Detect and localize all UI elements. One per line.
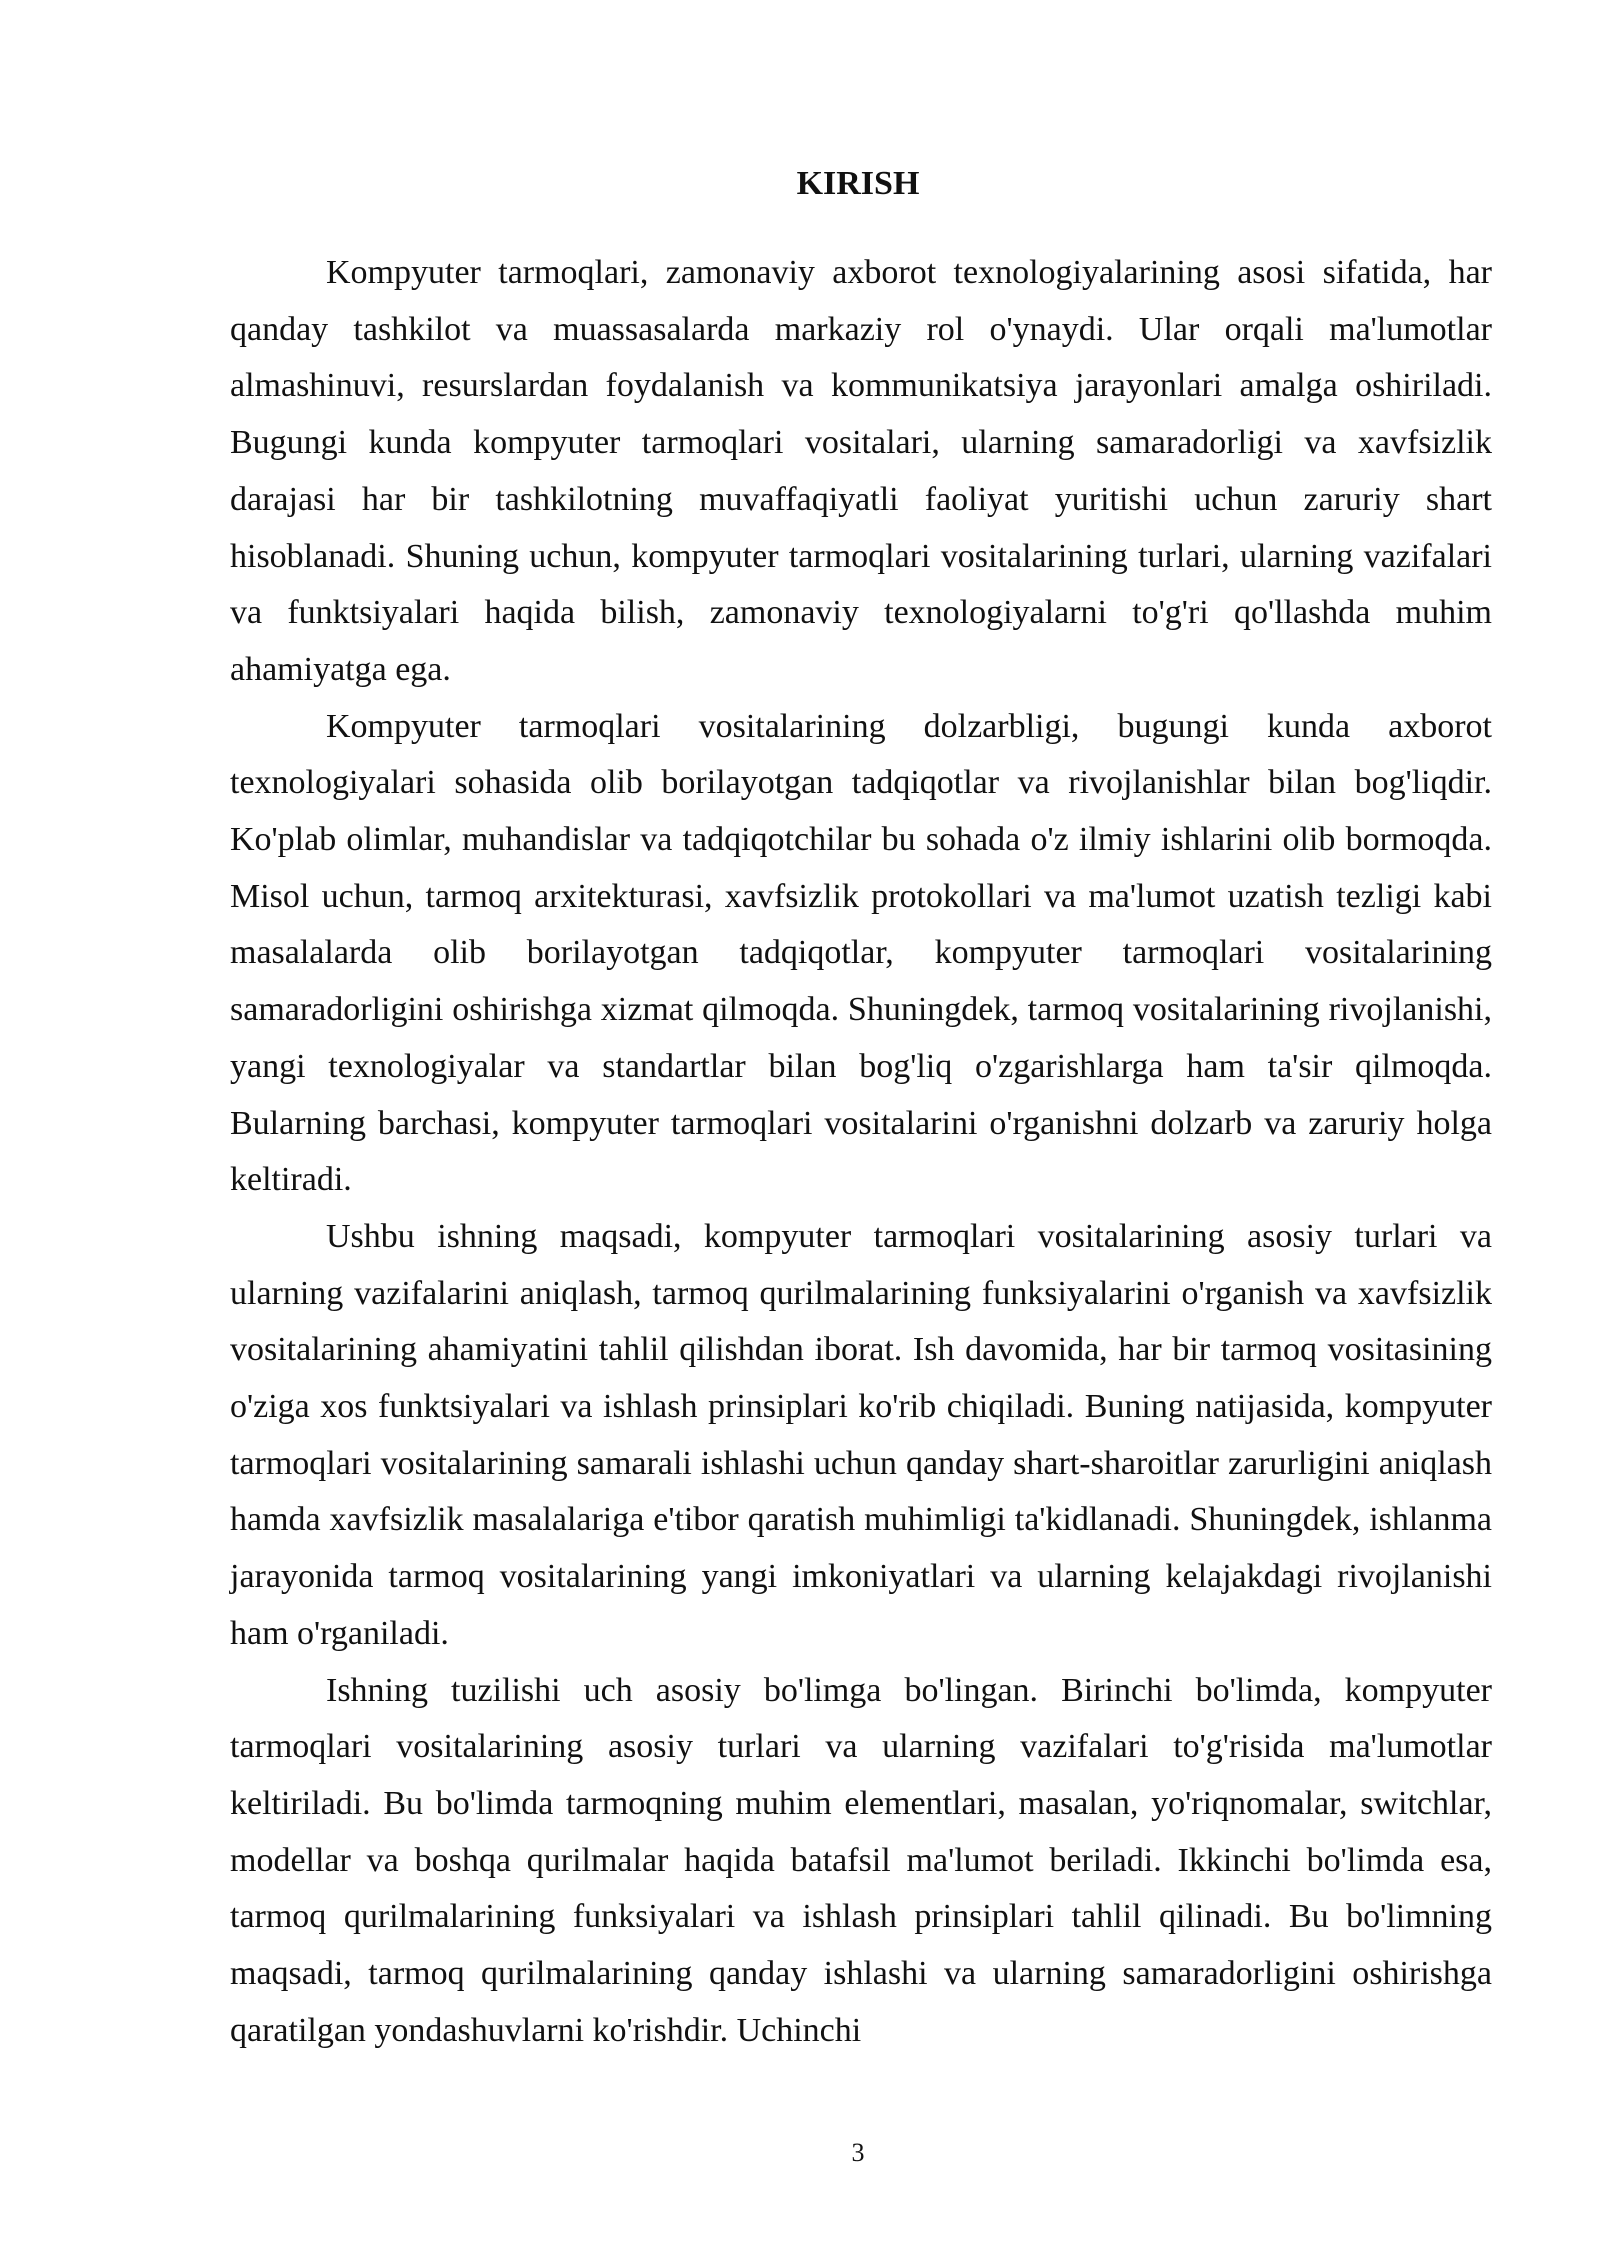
paragraph-1: Kompyuter tarmoqlari, zamonaviy axborot texnologiyalarining asosi sifatida, har qanday tashkilot va muassasalarda markaziy rol o'ynaydi. Ular orqali ma'lumotlar almashinuvi, resurslardan foydalanish va kommunikatsiya jarayonlari amalga oshiriladi. Bugungi kunda kompyuter tarmoqlari vositalari, ularning samaradorligi va xavfsizlik darajasi har bir tashkilotning muvaffaqiyatli faoliyat yuritishi uchun zaruriy shart hisoblanadi. Shuning uchun, kompyuter tarmoqlari vositalarining turlari, ularning vazifalari va funktsiyalari haqida bilish, zamonaviy texnologiyalarni to'g'ri qo'llashda muhim ahamiyatga ega. <box>230 254 1492 688</box>
paragraph-4: Ishning tuzilishi uch asosiy bo'limga bo'lingan. Birinchi bo'limda, kompyuter tarmoqlari vositalarining asosiy turlari va ularning vazifalari to'g'risida ma'lumotlar keltiriladi. Bu bo'limda tarmoqning muhim elementlari, masalan, yo'riqnomalar, switchlar, modellar va boshqa qurilmalar haqida batafsil ma'lumot beriladi. Ikkinchi bo'limda esa, tarmoq qurilmalarining funksiyalari va ishlash prinsiplari tahlil qilinadi. Bu bo'limning maqsadi, tarmoq qurilmalarining qanday ishlashi va ularning samaradorligini oshirishga qaratilgan yondashuvlarni ko'rishdir. Uchinchi <box>230 1671 1492 2049</box>
paragraph-2: Kompyuter tarmoqlari vositalarining dolzarbligi, bugungi kunda axborot texnologiyalari sohasida olib borilayotgan tadqiqotlar va rivojlanishlar bilan bog'liqdir. Ko'plab olimlar, muhandislar va tadqiqotchilar bu sohada o'z ilmiy ishlarini olib bormoqda. Misol uchun, tarmoq arxitekturasi, xavfsizlik protokollari va ma'lumot uzatish tezligi kabi masalalarda olib borilayotgan tadqiqotlar, kompyuter tarmoqlari vositalarining samaradorligini oshirishga xizmat qilmoqda. Shuningdek, tarmoq vositalarining rivojlanishi, yangi texnologiyalar va standartlar bilan bog'liq o'zgarishlarga ham ta'sir qilmoqda. Bularning barchasi, kompyuter tarmoqlari vositalarini o'rganishni dolzarb va zaruriy holga keltiradi. <box>230 707 1492 1199</box>
body-text <box>230 245 1492 2060</box>
page-number: 3 <box>851 2138 865 2167</box>
paragraph-3: Ushbu ishning maqsadi, kompyuter tarmoqlari vositalarining asosiy turlari va ularning vazifalarini aniqlash, tarmoq qurilmalarining funksiyalarini o'rganish va xavfsizlik vositalarining ahamiyatini tahlil qilishdan iborat. Ish davomida, har bir tarmoq vositasining o'ziga xos funktsiyalari va ishlash prinsiplari ko'rib chiqiladi. Buning natijasida, kompyuter tarmoqlari vositalarining samarali ishlashi uchun qanday shart-sharoitlar zarurligini aniqlash hamda xavfsizlik masalalariga e'tibor qaratish muhimligi ta'kidlanadi. Shuningdek, ishlanma jarayonida tarmoq vositalarining yangi imkoniyatlari va ularning kelajakdagi rivojlanishi ham o'rganiladi. <box>230 1217 1492 1652</box>
page-title: KIRISH <box>796 165 920 202</box>
